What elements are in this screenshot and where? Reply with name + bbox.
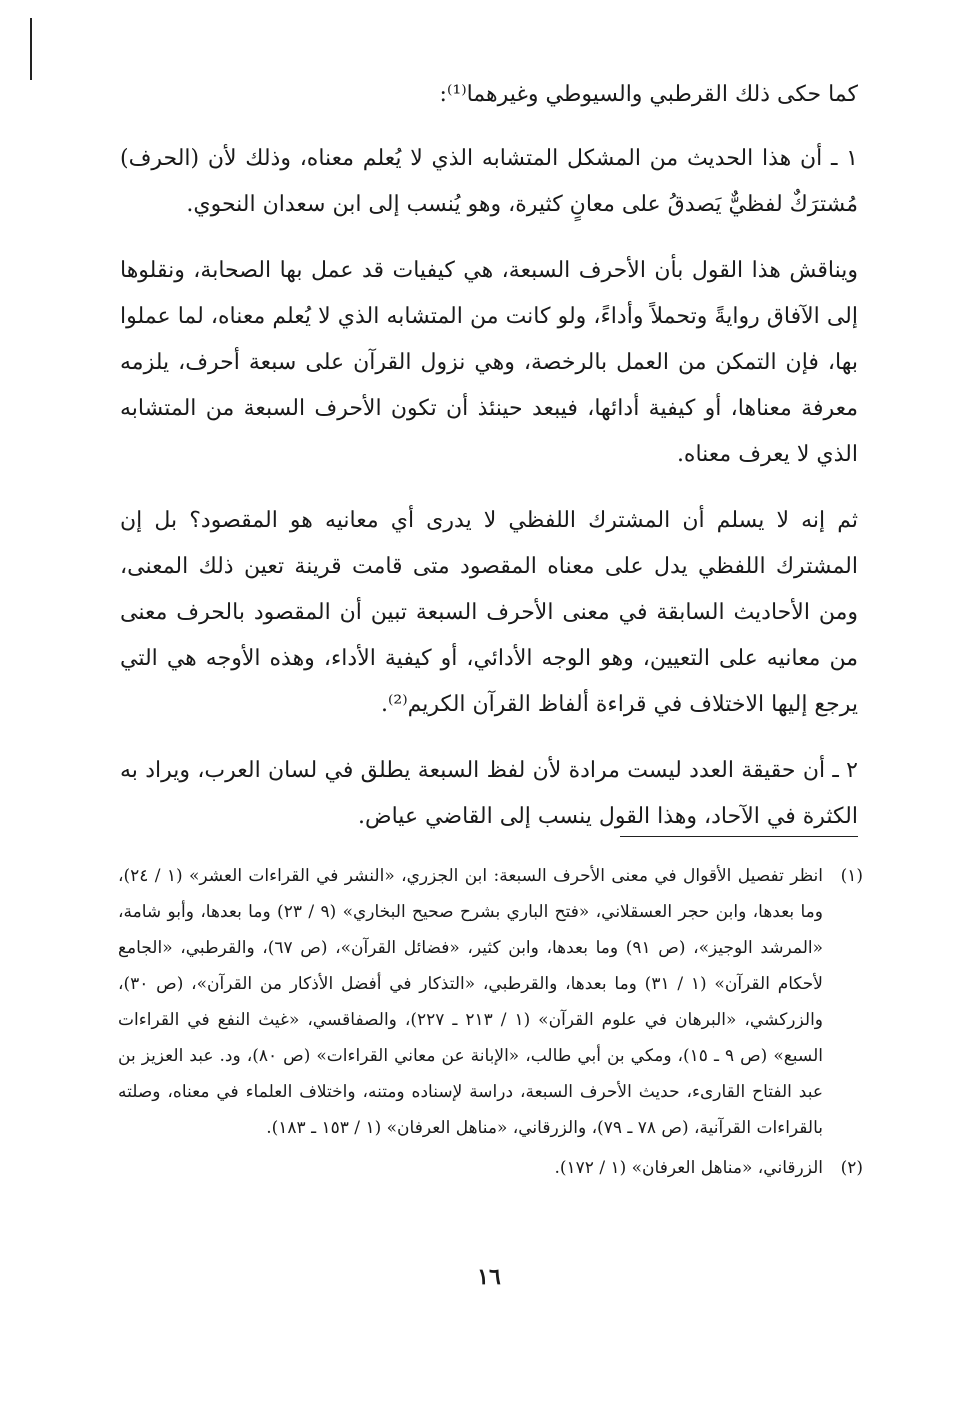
footnote-1 [118, 858, 863, 1146]
margin-line [30, 18, 32, 80]
footnotes [118, 858, 863, 1190]
paragraph-1: ١ ـ أن هذا الحديث من المشكل المتشابه الذي لا يُعلم معناه، وذلك لأن (الحرف) مُشترَكٌ لفظيٌّ يَصدقُ على معانٍ كثيرة، وهو يُنسب إلى ابن سعدان النحوي. [120, 146, 858, 217]
footnote-text: انظر تفصيل الأقوال في معنى الأحرف السبعة: ابن الجزري، «النشر في القراءات العشر» (١ / ٢٤)، وما بعدها، وابن حجر العسقلاني، «فتح الباري بشرح صحيح البخاري» (٩ / ٢٣) وما بعدها، وأبو شامة، «المرشد الوجيز»، (ص ٩١) وما بعدها، وابن كثير، «فضائل القرآن»، (ص ٦٧)، والقرطبي، «الجامع لأحكام القرآن» (١ / ٣١) وما بعدها، والقرطبي، «التذكار في أفضل الأذكار من القرآن»، (ص ٣٠)، والزركشي، «البرهان في علوم القرآن» (١ / ٢١٣ ـ ٢٢٧)، والصفاقسي، «غيث النفع في القراءات السبع» (ص ٩ ـ ١٥)، ومكي بن أبي طالب، «الإبانة عن معاني القراءات» (ص ٨٠)، ود. عبد العزيز بن عبد الفتاح القارىء، حديث الأحرف السبعة، دراسة لإسناده ومتنه، واختلاف العلماء في معناه، وصلته بالقراءات القرآنية، (ص ٧٨ ـ ٧٩)، والزرقاني، «مناهل العرفان» (١ / ١٥٣ ـ ١٨٣). [118, 866, 824, 1138]
footnote-text: الزرقاني، «مناهل العرفان» (١ / ١٧٢). [554, 1158, 823, 1178]
paragraph-4: ٢ ـ أن حقيقة العدد ليست مرادة لأن لفظ السبعة يطلق في لسان العرب، ويراد به الكثرة في الآحاد، وهذا القول ينسب إلى القاضي عياض. [120, 758, 858, 829]
footnote-2 [118, 1150, 863, 1186]
main-text [120, 72, 858, 860]
paragraph-3: ثم إنه لا يسلم أن المشترك اللفظي لا يدرى أي معانيه هو المقصود؟ بل إن المشترك اللفظي يدل على معناه المقصود متى قامت قرينة تعين ذلك المعنى، ومن الأحاديث السابقة في معنى الأحرف السبعة تبين أن المقصود بالحرف معنى من معانيه على التعيين، وهو الوجه الأدائي، أو كيفية الأداء، وهذه الأوجه هي التي يرجع إليها الاختلاف في قراءة ألفاظ القرآن الكريم⁽²⁾. [120, 508, 858, 717]
footnote-separator [620, 836, 858, 837]
footnote-number: (٢) [840, 1158, 863, 1178]
paragraph-2: ويناقش هذا القول بأن الأحرف السبعة، هي كيفيات قد عمل بها الصحابة، ونقلوها إلى الآفاق روايةً وتحملاً وأداءً، ولو كانت من المتشابه الذي لا يُعلم معناه، لما عملوا بها، فإن التمكن من العمل بالرخصة، وهي نزول القرآن على سبعة أحرف، يلزمه معرفة معناها، أو كيفية أدائها، فيبعد حينئذ أن تكون الأحرف السبعة من المتشابه الذي لا يعرف معناه. [120, 258, 858, 467]
footnote-number: (١) [840, 866, 863, 886]
page-number: ١٦ [477, 1264, 501, 1290]
intro-line: كما حكى ذلك القرطبي والسيوطي وغيرهما⁽¹⁾: [439, 82, 858, 107]
